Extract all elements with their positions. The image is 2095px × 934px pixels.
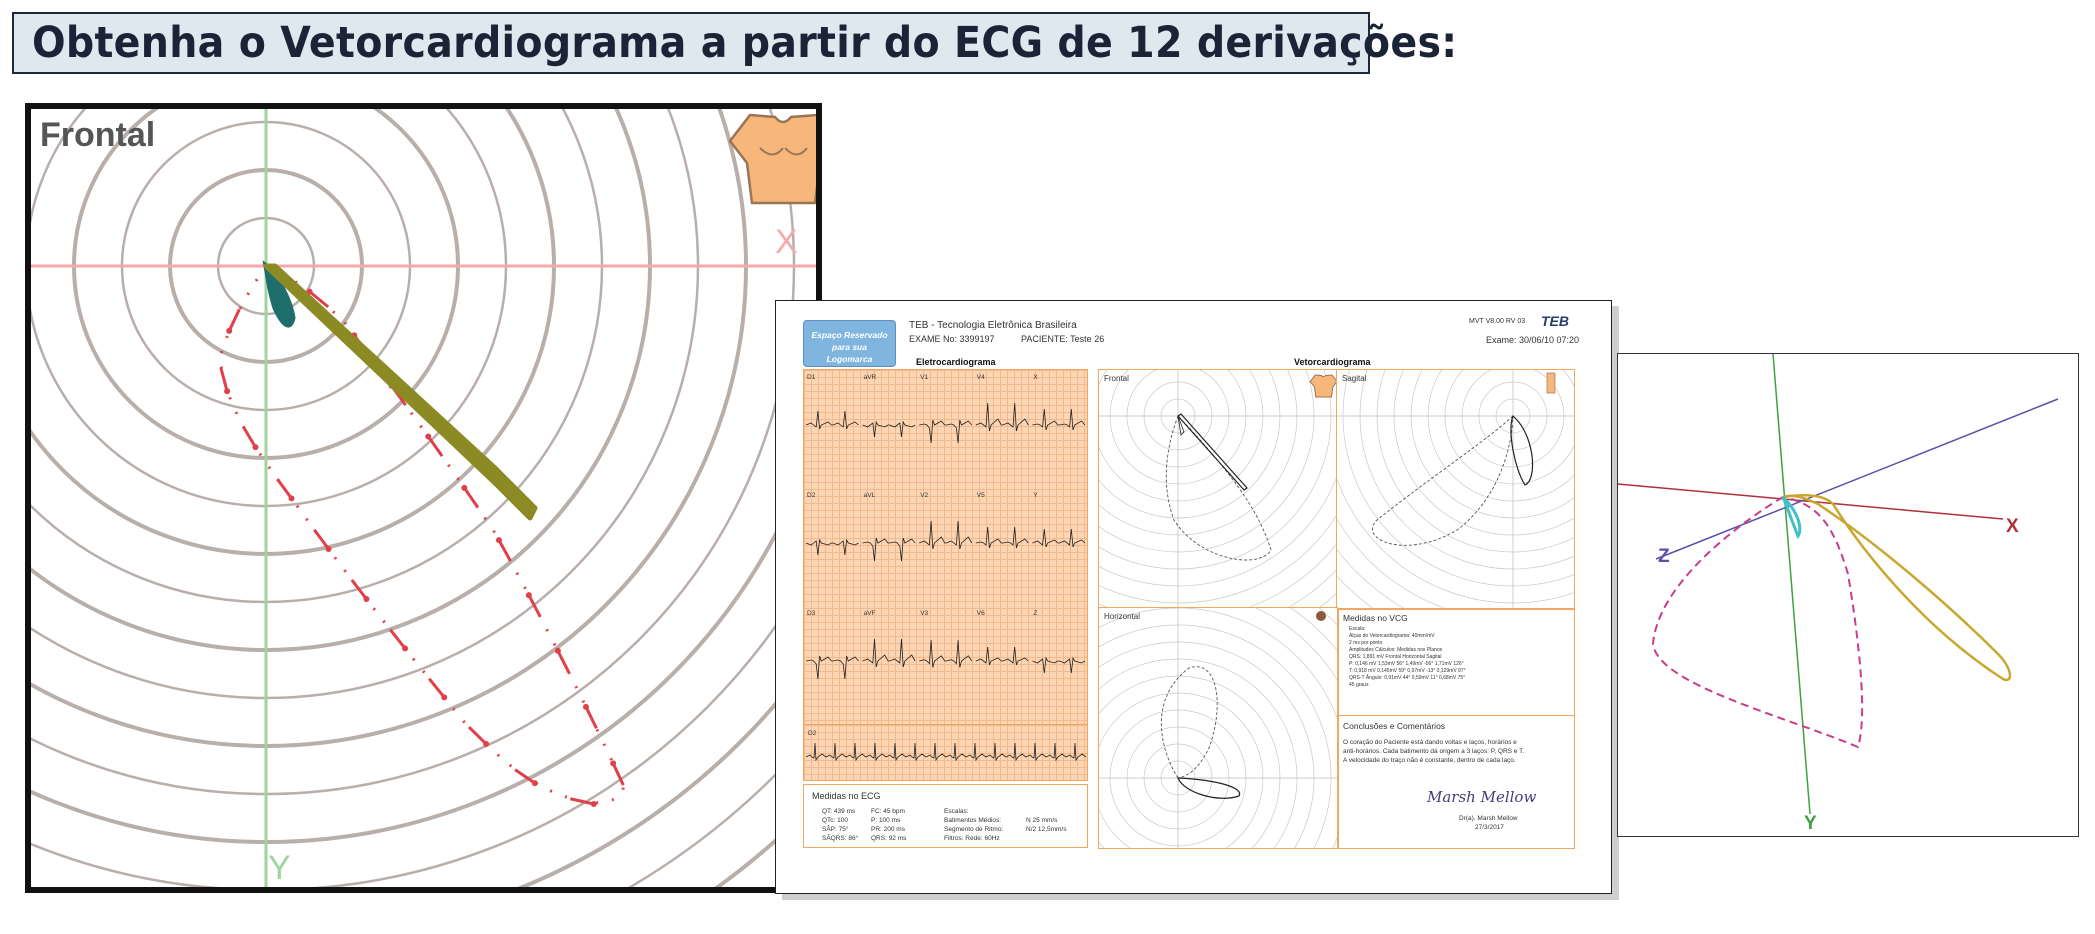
grid-ring	[1099, 625, 1331, 848]
company-name: TEB - Tecnologia Eletrônica Brasileira	[909, 320, 1077, 331]
vcg-measure-line: 45 graus	[1349, 682, 1369, 688]
ecg-trace	[863, 639, 916, 667]
ecg-trace	[1032, 658, 1085, 673]
grid-ring	[1099, 370, 1297, 535]
ecg-lead-label: V6	[976, 610, 985, 617]
ecg-lead-label: aVL	[863, 492, 876, 499]
ecg-measure: N/2 12,5mm/s	[1026, 826, 1067, 833]
grid-ring	[1099, 608, 1337, 848]
ecg-trace	[976, 403, 1029, 431]
frontal-plane-plot	[25, 103, 822, 893]
ecg-measure: Escalas:	[944, 808, 969, 815]
conclusions-box	[1338, 715, 1575, 849]
grid-ring	[1337, 370, 1574, 603]
ecg-lead-label: V5	[976, 492, 985, 499]
vcg-section-title: Vetorcardiograma	[1294, 357, 1371, 367]
grid-ring	[1099, 608, 1337, 848]
ecg-lead-label: D1	[807, 374, 816, 381]
vcg-measures-title: Medidas no VCG	[1343, 613, 1408, 623]
vcg-frontal-svg	[1099, 370, 1337, 608]
ecg-trace	[806, 411, 859, 429]
vcg-measure-line: Amplitudes Cálculos: Medidas nos Planos	[1349, 647, 1443, 653]
conclusion-line: O coração do Paciente está dando voltas e laços, horários e	[1343, 739, 1517, 746]
ecg-trace	[806, 656, 859, 679]
vcg-measure-line: Alças do Vetorcardiograma: 40mm/mV	[1349, 633, 1435, 639]
z-axis-3d	[1656, 399, 2058, 559]
p-loop-dot	[224, 388, 230, 394]
brand-logo: TEB	[1541, 313, 1569, 329]
grid-ring	[1394, 370, 1574, 535]
ecg-lead-label: Y	[1033, 492, 1038, 499]
vcg-measure-line: P: 0,146 mV 1,53mV 56° 1,49mV -56° 1,71mV 126°	[1349, 661, 1464, 667]
vcg-report-sheet	[775, 300, 1612, 894]
conclusion-line: A velocidade do traço não é constante, dentro de cada laço.	[1343, 757, 1516, 764]
grid-ring	[1360, 370, 1574, 569]
ecg-measure: QTc: 100	[822, 817, 849, 824]
p-loop-dot	[289, 495, 295, 501]
software-version: MVT V8.00 RV 03	[1469, 318, 1526, 325]
ecg-measure: Batimentos Médios:	[944, 817, 1002, 824]
exam-date: Exame: 30/06/10 07:20	[1486, 335, 1580, 345]
p-loop-dot	[461, 485, 467, 491]
p-loop-dot	[252, 444, 258, 450]
grid-ring	[1337, 370, 1574, 608]
ecg-section-title: Eletrocardiograma	[916, 357, 996, 367]
vcg-horizontal-label: Horizontal	[1104, 612, 1141, 621]
ecg-measures-col3	[944, 807, 1003, 843]
axis-x-3d-label: X	[2006, 516, 2019, 537]
p-loop-dot	[363, 596, 369, 602]
doctor-name: Dr(a). Marsh Mellow	[1459, 815, 1518, 822]
p-loop-dot	[483, 741, 489, 747]
vcg-horizontal-panel	[1098, 607, 1338, 849]
p-loop-dot	[226, 328, 232, 334]
frontal-label: Frontal	[40, 116, 156, 154]
signature: Marsh Mellow	[1427, 788, 1537, 806]
title-banner	[12, 12, 1458, 74]
ecg-measures-col2	[871, 807, 906, 843]
p-loop-dot	[583, 704, 589, 710]
ecg-measure: N 25 mm/s	[1026, 817, 1058, 824]
ecg-lead-label: aVF	[863, 610, 876, 617]
vcg-measure-line: Escala:	[1349, 626, 1366, 632]
ecg-measure: PR: 200 ms	[871, 826, 905, 833]
ecg-measure: SÂP: 75°	[822, 826, 849, 833]
vcg-measure-line: QRS: 1,891 mV Frontal Horizontal Sagital	[1349, 654, 1442, 660]
vcg-3d-svg	[1618, 354, 2078, 836]
ecg-trace	[919, 521, 972, 549]
axis-y-3d-label: Y	[1804, 813, 1817, 834]
torso-small-icon	[1310, 375, 1337, 397]
ecg-measure: QT: 439 ms	[822, 808, 856, 815]
grid-ring	[1337, 370, 1574, 608]
ecg-trace	[806, 540, 859, 555]
qrs-loop-3d	[1783, 495, 2010, 680]
ecg-lead-label: V3	[920, 610, 929, 617]
ecg-measures-col4	[1026, 816, 1066, 834]
body-side-icon	[1547, 373, 1555, 393]
head-top-icon	[1316, 611, 1326, 621]
vcg-frontal-label: Frontal	[1104, 374, 1129, 383]
ecg-lead-label: V4	[976, 374, 985, 381]
rhythm-lead-label: D2	[808, 730, 817, 737]
exam-number: EXAME No: 3399197	[909, 334, 995, 344]
p-loop-dot	[496, 537, 502, 543]
ecg-trace	[1032, 529, 1085, 547]
grid-ring	[1099, 370, 1337, 586]
p-loop-dot	[591, 801, 597, 807]
vcg-measures-box	[1338, 609, 1575, 717]
vcg-measures-lines	[1349, 626, 1466, 689]
p-loop-dot	[555, 648, 561, 654]
ecg-measures-title: Medidas no ECG	[812, 791, 881, 801]
grid-ring	[1337, 370, 1574, 608]
ecg-measures-box	[803, 784, 1088, 848]
vcg-3d-panel	[1617, 353, 2079, 837]
logo-placeholder	[803, 320, 896, 367]
rhythm-trace	[806, 743, 1086, 760]
rhythm-strip-trace	[804, 725, 1087, 780]
y-axis-3d	[1773, 354, 1810, 814]
grid-ring	[1377, 370, 1574, 552]
vcg-measure-line: T: 0,918 mV 0,145mV 59° 0,97mV -13° 0,129mV 97°	[1349, 668, 1466, 674]
axis-x-label: X	[775, 223, 798, 261]
grid-ring	[1099, 608, 1337, 848]
ecg-measures-col1	[822, 807, 858, 843]
ecg-trace	[863, 538, 916, 561]
ecg-trace	[863, 422, 916, 437]
ecg-lead-label: V2	[920, 492, 929, 499]
ecg-trace	[976, 527, 1029, 548]
grid-ring	[1099, 608, 1337, 848]
axis-z-3d-label: Z	[1658, 546, 1670, 567]
vcg-sagital-panel	[1336, 369, 1575, 609]
p-loop-dot	[402, 645, 408, 651]
ecg-lead-label: D2	[807, 492, 816, 499]
grid-ring	[1099, 608, 1337, 848]
vcg-measure-line: QRS-T Ângulo: 0,91mV 44° 0,59mV 11° 0,68mV 75°	[1349, 675, 1466, 681]
conclusions-title: Conclusões e Comentários	[1343, 721, 1446, 731]
ecg-lead-label: D3	[807, 610, 816, 617]
p-loop-dot	[610, 760, 616, 766]
ecg-measure: Segmento de Ritmo:	[944, 826, 1004, 833]
ecg-trace	[919, 640, 972, 667]
vcg-horizontal-svg	[1099, 608, 1337, 848]
ecg-trace	[976, 647, 1029, 665]
ecg-lead-label: aVR	[863, 374, 877, 381]
ecg-measure: P: 100 ms	[871, 817, 901, 824]
grid-ring	[1099, 370, 1337, 603]
vcg-sagital-svg	[1337, 370, 1574, 608]
p-loop-dot	[526, 592, 532, 598]
p-loop-dot	[532, 780, 538, 786]
vcg-sagital-label: Sagital	[1342, 374, 1367, 383]
patient-name: PACIENTE: Teste 26	[1021, 334, 1105, 344]
ecg-measure: FC: 45 bpm	[871, 808, 905, 815]
p-loop-3d	[1653, 497, 1862, 747]
ecg-lead-label: X	[1033, 374, 1038, 381]
grid-ring	[1099, 370, 1280, 518]
ecg-traces	[804, 370, 1087, 725]
p-loop-dot	[326, 546, 332, 552]
grid-ring	[1099, 642, 1314, 848]
sign-date: 27/3/2017	[1475, 824, 1504, 831]
ecg-trace	[919, 420, 972, 443]
axis-y-label: Y	[268, 849, 291, 887]
page-title: Obtenha o Vetorcardiograma a partir do ECG de 12 derivações:	[32, 18, 1458, 68]
vcg-measure-line: 2 ms por ponto	[1349, 640, 1383, 646]
ecg-trace	[1032, 409, 1085, 430]
ecg-lead-label: V1	[920, 374, 929, 381]
frontal-plot-svg	[25, 103, 822, 893]
vcg-frontal-panel	[1098, 369, 1338, 609]
p-loop-dot	[425, 434, 431, 440]
ecg-lead-label: Z	[1033, 610, 1038, 617]
ecg-measure: SÂQRS: 86°	[822, 835, 859, 842]
ecg-measure: Filtros: Rede: 60Hz	[944, 835, 1000, 842]
grid-ring	[1099, 693, 1263, 848]
logo-line2: para sua Logomarca	[826, 342, 873, 364]
conclusion-line: anti-horários. Cada batimento dá origem a 3 laços: P, QRS e T.	[1343, 748, 1525, 755]
p-loop-dot	[441, 694, 447, 700]
logo-line1: Espaço Reservado	[811, 330, 888, 340]
grid-ring	[1099, 659, 1297, 848]
conclusions-text	[1343, 738, 1524, 765]
ecg-measure: QRS: 92 ms	[871, 835, 907, 842]
rhythm-strip	[803, 724, 1088, 781]
ecg-12-lead-grid	[803, 369, 1088, 726]
